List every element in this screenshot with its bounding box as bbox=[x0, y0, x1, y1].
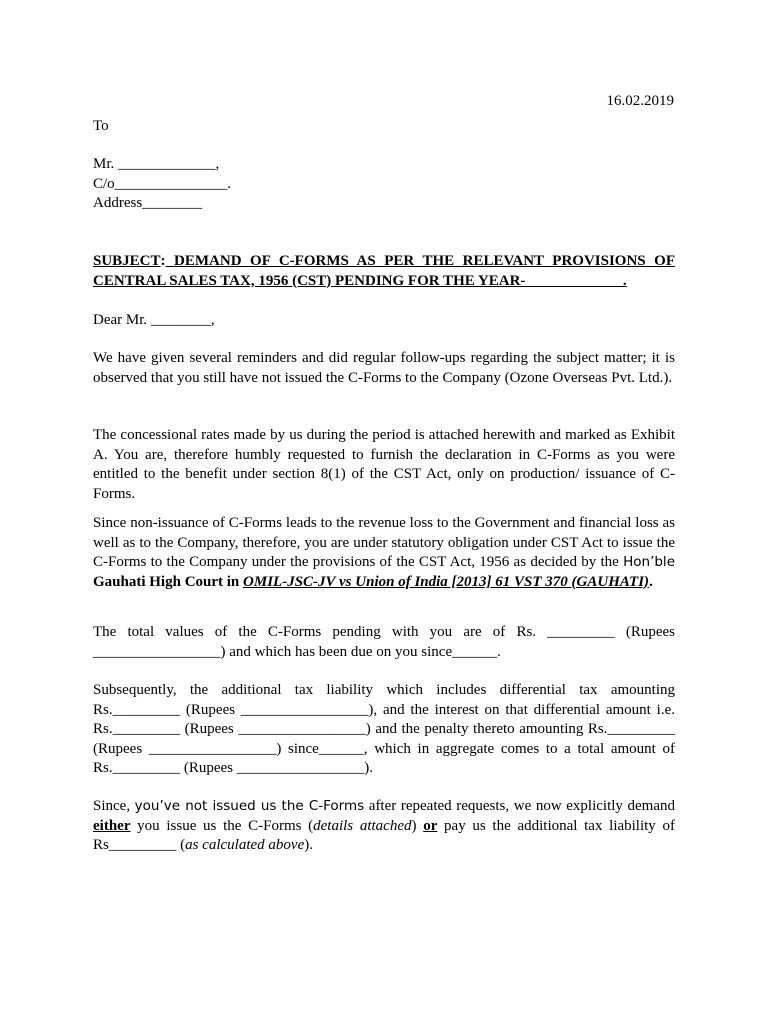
salutation: Dear Mr. ________, bbox=[93, 312, 215, 328]
court-name: Gauhati High Court in bbox=[93, 573, 244, 590]
paragraph-concessional-rates: The concessional rates made by us during the period is attached herewith and marked as Exhibit A. You are, therefore humbly requested to furnish the declaration in C-Forms as you were entitled to the benefit under section 8(1) of the CST Act, only on production/ issuance of C-Forms. bbox=[93, 427, 675, 502]
case-citation: OMIL-JSC-JV vs Union of India [2013] 61 VST 370 (GAUHATI) bbox=[243, 573, 650, 590]
as-calculated-above: as calculated above bbox=[185, 837, 305, 853]
or-word: or bbox=[423, 817, 438, 834]
p6-mid4: pay us the additional tax liability of Rs_________ ( bbox=[93, 817, 675, 853]
p6-sans-text: you’ve not issued us the C-Forms bbox=[134, 798, 365, 814]
letter-date: 16.02.2019 bbox=[606, 93, 674, 109]
subject-line bbox=[93, 252, 675, 291]
p6-end: ). bbox=[304, 837, 313, 853]
paragraph-tax-liability: Subsequently, the additional tax liability which includes differential tax amounting Rs._________ (Rupees _________________), and the interest on that differential amount i.e. Rs._________ (Rupees _________________) and the penalty thereto amounting Rs._________ (Rupees _________________) since______, which in aggregate comes to a total amount of Rs._________ (Rupees _________________). bbox=[93, 682, 675, 776]
p3-text: Since non-issuance of C-Forms leads to the revenue loss to the Government and financial loss as well as to the Company, therefore, you are under statutory obligation under CST Act to issue the C-Forms to the Company under the provisions of the CST Act, 1956 as decided by the bbox=[93, 515, 675, 570]
subject-prefix: SUBJECT bbox=[93, 253, 161, 269]
paragraph-total-values: The total values of the C-Forms pending with you are of Rs. _________ (Rupees _________________) and which has been due on you since______. bbox=[93, 624, 675, 660]
address-name-line: Mr. _____________, bbox=[93, 156, 220, 172]
address-line: Address________ bbox=[93, 195, 203, 211]
paragraph-statutory-obligation bbox=[93, 514, 675, 592]
subject-colon: : bbox=[160, 253, 166, 269]
either-word: either bbox=[93, 817, 131, 834]
details-attached: details attached bbox=[313, 817, 412, 834]
p6-mid3: ) bbox=[411, 817, 424, 834]
paragraph-demand bbox=[93, 797, 675, 856]
p3-end: . bbox=[649, 573, 653, 590]
to-label: To bbox=[93, 118, 109, 134]
subject-text-line2: CENTRAL SALES TAX, 1956 (CST) PENDING FOR THE YEAR-_____________. bbox=[93, 272, 627, 289]
subject-text-line1: DEMAND OF C-FORMS AS PER THE RELEVANT PROVISIONS OF bbox=[165, 253, 675, 269]
honble-text: Hon’ble bbox=[623, 554, 675, 570]
address-care-of-line: C/o_______________. bbox=[93, 175, 231, 192]
p6-mid1: after repeated requests, we now explicitly demand bbox=[364, 798, 675, 814]
p6-start: Since, bbox=[93, 798, 135, 814]
paragraph-reminders: We have given several reminders and did regular follow-ups regarding the subject matter; it is observed that you still have not issued the C-Forms to the Company (Ozone Overseas Pvt. Ltd.). bbox=[93, 350, 675, 386]
recipient-address bbox=[93, 155, 675, 214]
p6-mid2: you issue us the C-Forms ( bbox=[130, 817, 314, 834]
